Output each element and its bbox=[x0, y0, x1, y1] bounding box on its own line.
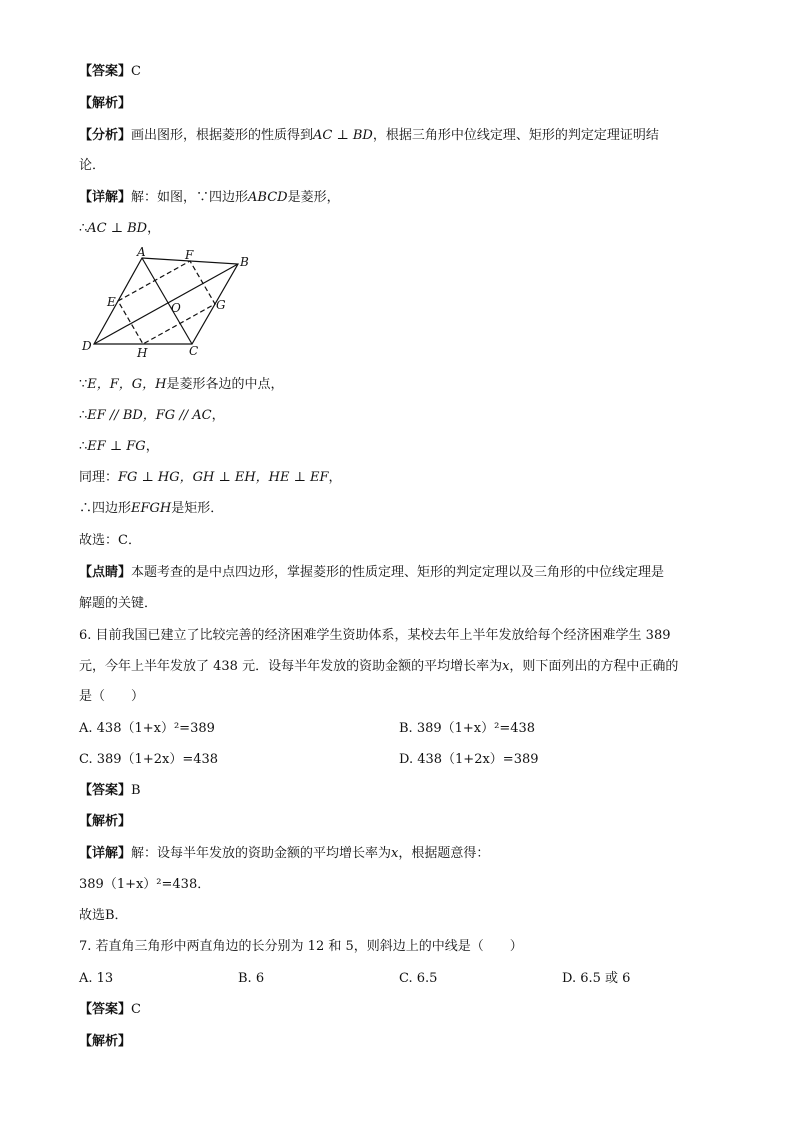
label-h: H bbox=[137, 346, 148, 360]
q6-detail-text-b: ，根据题意得： bbox=[398, 846, 490, 861]
q7-option-d[interactable]: D. 6.5 或 6 bbox=[562, 971, 631, 986]
therefore2-symbol: ∴ bbox=[79, 408, 88, 423]
q6-stem-var: x bbox=[502, 659, 510, 674]
label-g: G bbox=[216, 298, 226, 312]
fenxi-text-b: ，根据三角形中位线定理、矩形的判定定理证明结 bbox=[372, 128, 659, 143]
answer-line bbox=[79, 63, 141, 80]
therefore3-symbol: ∴ bbox=[79, 439, 88, 454]
therefore-line-4 bbox=[79, 500, 223, 517]
dianjing-text: 本题考查的是中点四边形，掌握菱形的性质定理、矩形的判定定理以及三角形的中位线定理是 bbox=[131, 565, 665, 580]
dianjing-tag: 【点睛】 bbox=[79, 565, 132, 580]
q6-stem-text-a: 元，今年上半年发放了 438 元．设每半年发放的资助金额的平均增长率为 bbox=[79, 659, 503, 674]
tongli-label: 同理： bbox=[79, 470, 119, 485]
therefore-math: AC ⊥ BD bbox=[87, 221, 148, 236]
q7-option-b[interactable]: B. 6 bbox=[238, 971, 265, 986]
choose-line: 故选：C． bbox=[79, 533, 141, 548]
q7-answer-tag: 【答案】 bbox=[79, 1002, 132, 1017]
fenxi-tag: 【分析】 bbox=[79, 128, 132, 143]
rhombus-figure bbox=[78, 246, 268, 362]
q7-option-c[interactable]: C. 6.5 bbox=[399, 971, 438, 986]
q6-detail-tag: 【详解】 bbox=[79, 846, 132, 861]
label-e: E bbox=[107, 295, 116, 309]
therefore3-end: ， bbox=[145, 439, 159, 454]
because-symbol: ∵ bbox=[79, 377, 88, 392]
tongli-math: FG ⊥ HG，GH ⊥ EH，HE ⊥ EF bbox=[118, 470, 329, 485]
dianjing-line-1 bbox=[79, 564, 664, 581]
therefore-end: ， bbox=[147, 221, 161, 236]
answer-tag: 【答案】 bbox=[79, 64, 132, 79]
because-text: 是菱形各边的中点， bbox=[166, 377, 284, 392]
therefore2-math: EF // BD，FG // AC bbox=[87, 408, 212, 423]
therefore-line-2 bbox=[79, 407, 225, 424]
q6-answer-line bbox=[79, 782, 141, 799]
because-line bbox=[79, 376, 284, 393]
dianjing-line-2: 解题的关键． bbox=[79, 596, 158, 611]
q6-analysis-tag: 【解析】 bbox=[79, 814, 132, 829]
q7-stem: 7. 若直角三角形中两直角边的长分别为 12 和 5，则斜边上的中线是（ ） bbox=[79, 939, 523, 954]
q7-answer-value: C bbox=[131, 1002, 141, 1017]
tongli-end: ， bbox=[328, 470, 342, 485]
label-c: C bbox=[189, 344, 199, 358]
q6-option-d[interactable]: D. 438（1+2x）=389 bbox=[399, 752, 539, 767]
detail-math: ABCD bbox=[248, 190, 288, 205]
q6-choose: 故选B． bbox=[79, 908, 128, 923]
tongli-line bbox=[79, 469, 342, 486]
detail-text-a: 解：如图，∵四边形 bbox=[131, 190, 249, 205]
q6-option-a[interactable]: A. 438（1+x）²=389 bbox=[79, 721, 215, 736]
therefore-symbol: ∴ bbox=[79, 221, 88, 236]
therefore-line-3 bbox=[79, 438, 159, 455]
q6-answer-tag: 【答案】 bbox=[79, 783, 132, 798]
label-o: O bbox=[171, 301, 181, 315]
fenxi-text-a: 画出图形，根据菱形的性质得到 bbox=[131, 128, 314, 143]
label-f: F bbox=[185, 248, 194, 262]
therefore2-end: ， bbox=[211, 408, 225, 423]
q6-detail-text-a: 解：设每半年发放的资助金额的平均增长率为 bbox=[131, 846, 392, 861]
detail-line-1 bbox=[79, 189, 340, 206]
q6-stem-text-b: ，则下面列出的方程中正确的 bbox=[509, 659, 679, 674]
therefore-line-1 bbox=[79, 220, 160, 237]
q6-option-b[interactable]: B. 389（1+x）²=438 bbox=[399, 721, 536, 736]
fenxi-line-2: 论． bbox=[79, 158, 106, 173]
q6-detail-line bbox=[79, 845, 489, 862]
detail-tag: 【详解】 bbox=[79, 190, 132, 205]
detail-text-b: 是菱形， bbox=[287, 190, 340, 205]
therefore4-text-b: 是矩形． bbox=[171, 501, 224, 516]
therefore3-math: EF ⊥ FG bbox=[87, 439, 146, 454]
q6-stem-line-3: 是（ ） bbox=[79, 689, 145, 704]
therefore4-text-a: ∴四边形 bbox=[79, 501, 132, 516]
q6-option-c[interactable]: C. 389（1+2x）=438 bbox=[79, 752, 219, 767]
q6-detail-var: x bbox=[391, 846, 399, 861]
q7-answer-line bbox=[79, 1001, 141, 1018]
midpoint-quad-efgh bbox=[118, 261, 215, 344]
label-d: D bbox=[82, 339, 92, 353]
q6-equation: 389（1+x）²=438． bbox=[79, 877, 211, 892]
because-math: E，F，G，H bbox=[87, 377, 167, 392]
label-a: A bbox=[137, 246, 146, 259]
label-b: B bbox=[240, 255, 249, 269]
q6-stem-line-1: 6. 目前我国已建立了比较完善的经济困难学生资助体系，某校去年上半年发放给每个经济困难学生 389 bbox=[79, 628, 671, 643]
q7-analysis-tag: 【解析】 bbox=[79, 1034, 132, 1049]
q6-stem-line-2 bbox=[79, 658, 678, 675]
q6-answer-value: B bbox=[131, 783, 141, 798]
therefore4-math: EFGH bbox=[131, 501, 172, 516]
analysis-tag: 【解析】 bbox=[79, 96, 132, 111]
q7-option-a[interactable]: A. 13 bbox=[79, 971, 114, 986]
answer-value: C bbox=[131, 64, 141, 79]
fenxi-line-1 bbox=[79, 127, 659, 144]
fenxi-math: AC ⊥ BD bbox=[313, 128, 373, 143]
